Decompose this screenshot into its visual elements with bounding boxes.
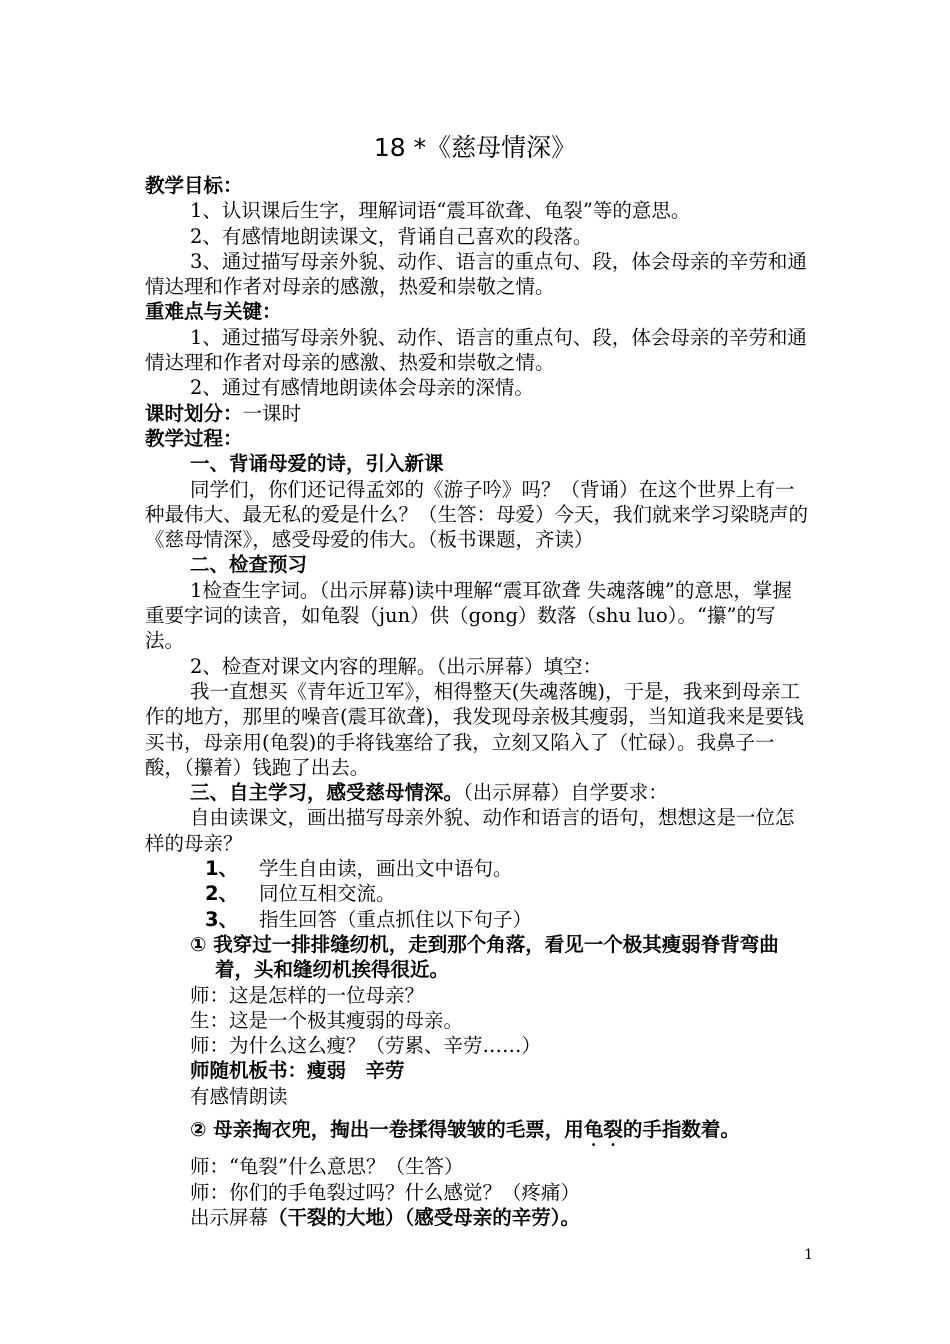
- document-title: 18 *《慈母情深》: [373, 133, 577, 162]
- numbered-item: [145, 907, 810, 932]
- screen-bold: （干裂的大地）（感受母亲的辛劳）。: [268, 1205, 581, 1229]
- numbered-item-number: 3、: [205, 907, 239, 931]
- process-heading: 教学过程：: [145, 426, 243, 450]
- document-body: [145, 173, 810, 1230]
- key-sentence-1: ① 我穿过一排排缝纫机，走到那个角落，看见一个极其瘦弱脊背弯曲着，头和缝纫机挨得很近。: [190, 932, 779, 982]
- key-point-item: 2、通过有感情地朗读体会母亲的深情。: [190, 376, 534, 400]
- goal-item: 1、认识课后生字，理解词语“震耳欲聋、龟裂”等的意思。: [190, 199, 691, 223]
- dialog-line: 师：你们的手龟裂过吗？什么感觉？（疼痛）: [190, 1180, 581, 1204]
- goal-item: 2、有感情地朗读课文，背诵自己喜欢的段落。: [190, 224, 593, 248]
- step1-text: 同学们，你们还记得孟郊的《游子吟》吗？（背诵）在这个世界上有一种最伟大、最无私的爱是什么？（生答：母爱）今天，我们就来学习梁晓声的《慈母情深》，感受母爱的伟大。（板书课题，齐读）: [145, 477, 809, 552]
- step3-heading-note: （出示屏幕）自学要求：: [463, 781, 668, 805]
- numbered-item: [145, 856, 810, 881]
- numbered-item-text: 同位互相交流。: [259, 882, 396, 906]
- read-aloud-note: 有感情朗读: [190, 1084, 288, 1108]
- schedule-heading: 课时划分：: [145, 401, 243, 425]
- board-writing: 师随机板书：瘦弱 辛劳: [190, 1059, 405, 1083]
- key-sentence-2: [145, 1117, 810, 1142]
- schedule-value: 一课时: [242, 401, 302, 425]
- dialog-line: 生：这是一个极其瘦弱的母亲。: [190, 1008, 464, 1032]
- screen-line: [145, 1205, 810, 1230]
- dialog-line: 师：“龟裂”什么意思？（生答）: [190, 1155, 464, 1179]
- step1-heading: 一、背诵母爱的诗，引入新课: [190, 452, 444, 476]
- step3-heading-line: [145, 780, 810, 805]
- key-points-heading: 重难点与关键：: [145, 300, 282, 324]
- key-sentence-2-before: ② 母亲掏衣兜，掏出一卷揉得皱皱的毛票，用: [190, 1117, 584, 1141]
- numbered-item-number: 2、: [205, 882, 239, 906]
- numbered-item-text: 学生自由读，画出文中语句。: [259, 857, 513, 881]
- step2-fill-text: 我一直想买《青年近卫军》，相得整天(失魂落魄)，于是，我来到母亲工作的地方，那里的噪音(震耳欲聋)，我发现母亲极其瘦弱，当知道我来是要钱买书，母亲用(龟裂)的手将钱塞给了我，立刻又陷入了（忙碌）。我鼻子一酸，（攥着）钱跑了出去。: [145, 679, 804, 779]
- emphasized-char: 龟: [583, 1117, 604, 1141]
- key-sentence-2-after: 的手指数着。: [622, 1117, 740, 1141]
- step3-text: 自由读课文，画出描写母亲外貌、动作和语言的语句，想想这是一位怎样的母亲？: [145, 806, 795, 855]
- numbered-item-number: 1、: [205, 857, 239, 881]
- emphasized-char: 裂: [603, 1117, 623, 1141]
- screen-prefix: 出示屏幕: [190, 1205, 269, 1229]
- goal-item: 3、通过描写母亲外貌、动作、语言的重点句、段，体会母亲的辛劳和通情达理和作者对母亲的感激，热爱和崇敬之情。: [145, 249, 807, 299]
- dialog-line: 师：为什么这么瘦？（劳累、辛劳……）: [190, 1034, 542, 1058]
- key-point-item: 1、通过描写母亲外貌、动作、语言的重点句、段，体会母亲的辛劳和通情达理和作者对母亲的感激、热爱和崇敬之情。: [145, 325, 807, 375]
- schedule-line: [145, 401, 810, 426]
- step2-item1: 1检查生字词。（出示屏幕)读中理解“震耳欲聋 失魂落魄”的意思，掌握重要字词的读音，如龟裂（jun）供（gong）数落（shu luo）。“攥”的写法。: [145, 578, 792, 653]
- page-number: 1: [804, 1247, 813, 1263]
- step3-heading: 三、自主学习，感受慈母情深。: [190, 781, 464, 805]
- numbered-item-text: 指生回答（重点抓住以下句子）: [259, 907, 533, 931]
- dialog-line: 师：这是怎样的一位母亲？: [190, 983, 425, 1007]
- goals-heading: 教学目标：: [145, 174, 243, 197]
- numbered-item: [145, 881, 810, 906]
- step2-heading: 二、检查预习: [190, 553, 308, 577]
- step2-item2: 2、检查对课文内容的理解。（出示屏幕）填空：: [190, 654, 603, 678]
